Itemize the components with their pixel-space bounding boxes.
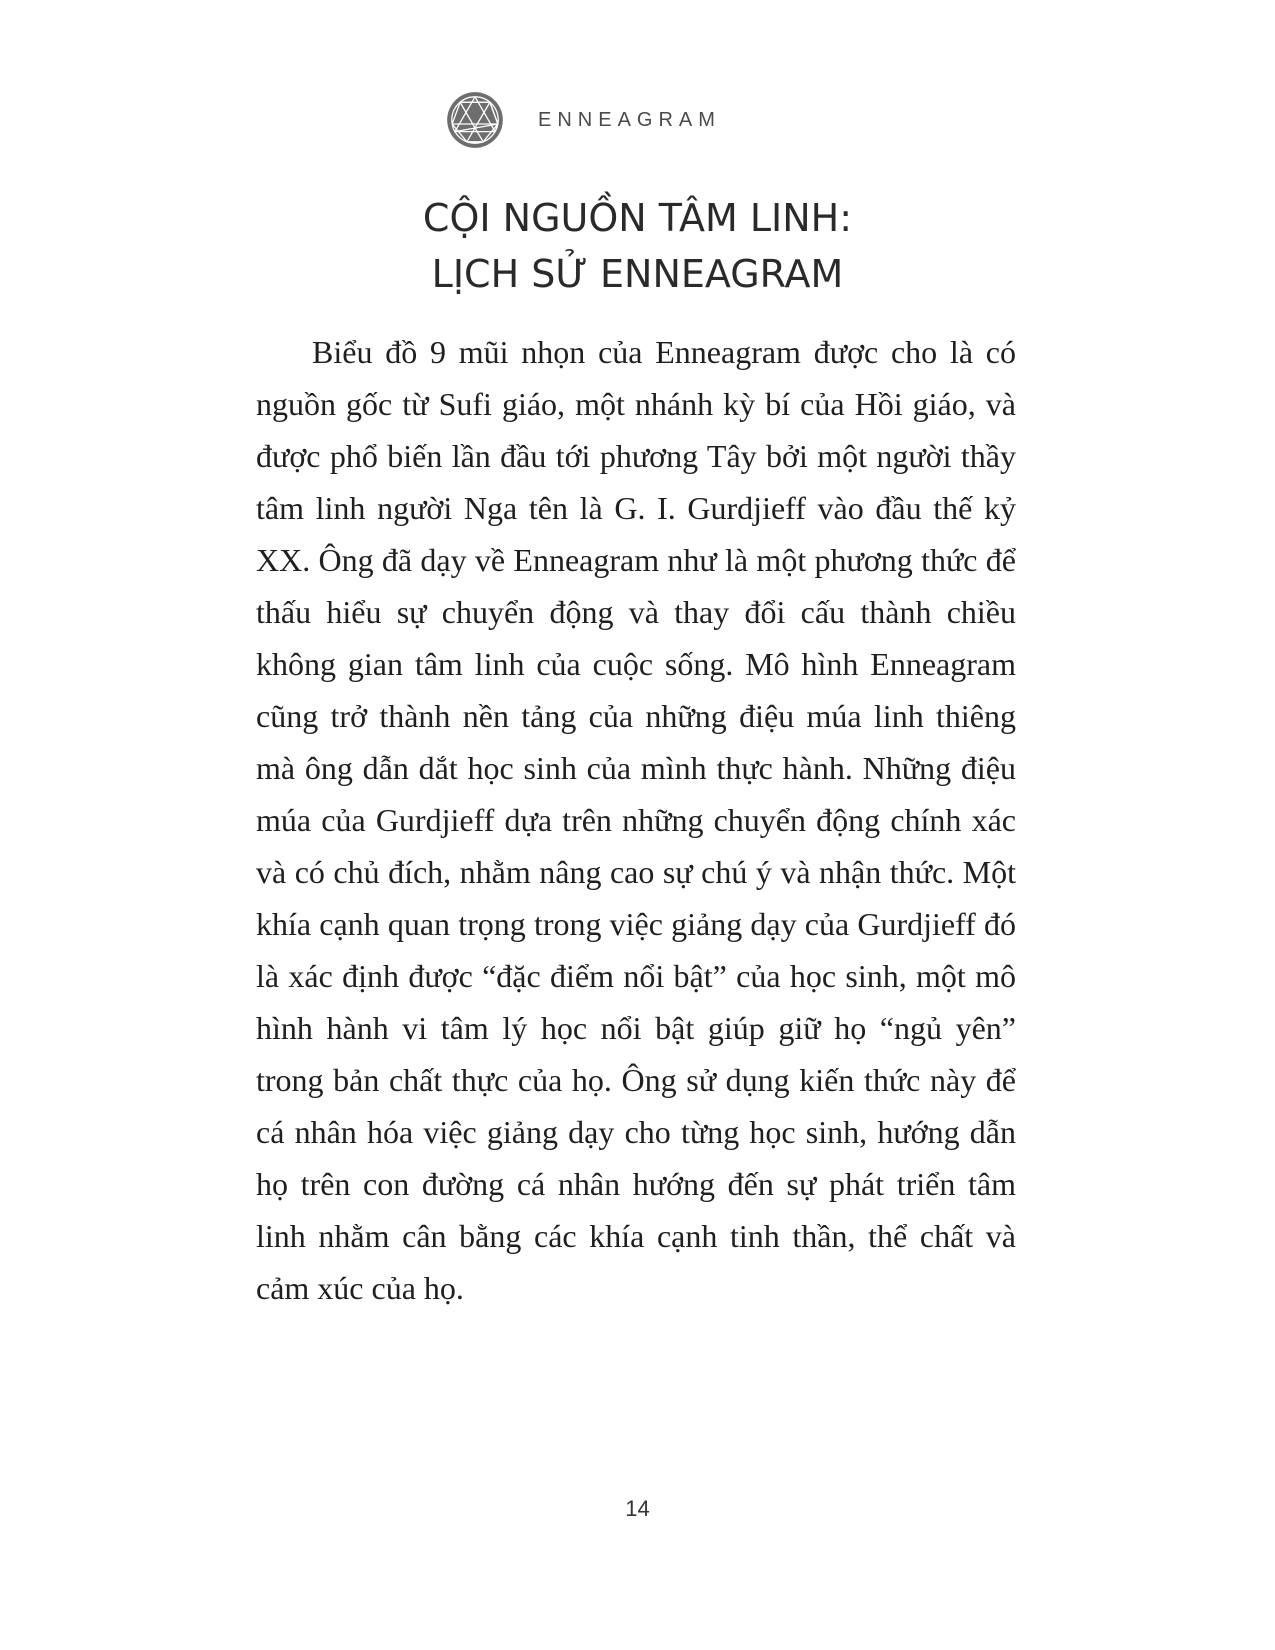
chapter-title xyxy=(150,190,1125,302)
running-header xyxy=(446,90,721,150)
enneagram-logo-icon xyxy=(446,91,504,149)
chapter-title-line-1: CỘI NGUỒN TÂM LINH: xyxy=(422,196,853,240)
chapter-title-line-2: LỊCH SỬ ENNEAGRAM xyxy=(431,252,844,296)
page-number: 14 xyxy=(625,1496,650,1521)
body-paragraph: Biểu đồ 9 mũi nhọn của Enneagram được cho là có nguồn gốc từ Sufi giáo, một nhánh kỳ bí của Hồi giáo, và được phổ biến lần đầu tới phương Tây bởi một người thầy tâm linh người Nga tên là G. I. Gurdjieff vào đầu thế kỷ XX. Ông đã dạy về Enneagram như là một phương thức để thấu hiểu sự chuyển động và thay đổi cấu thành chiều không gian tâm linh của cuộc sống. Mô hình Enneagram cũng trở thành nền tảng của những điệu múa linh thiêng mà ông dẫn dắt học sinh của mình thực hành. Những điệu múa của Gurdjieff dựa trên những chuyển động chính xác và có chủ đích, nhằm nâng cao sự chú ý và nhận thức. Một khía cạnh quan trọng trong việc giảng dạy của Gurdjieff đó là xác định được “đặc điểm nổi bật” của học sinh, một mô hình hành vi tâm lý học nổi bật giúp giữ họ “ngủ yên” trong bản chất thực của họ. Ông sử dụng kiến thức này để cá nhân hóa việc giảng dạy cho từng học sinh, hướng dẫn họ trên con đường cá nhân hướng đến sự phát triển tâm linh nhằm cân bằng các khía cạnh tinh thần, thể chất và cảm xúc của họ. xyxy=(256,334,1016,1306)
brand-label: ENNEAGRAM xyxy=(538,108,721,131)
